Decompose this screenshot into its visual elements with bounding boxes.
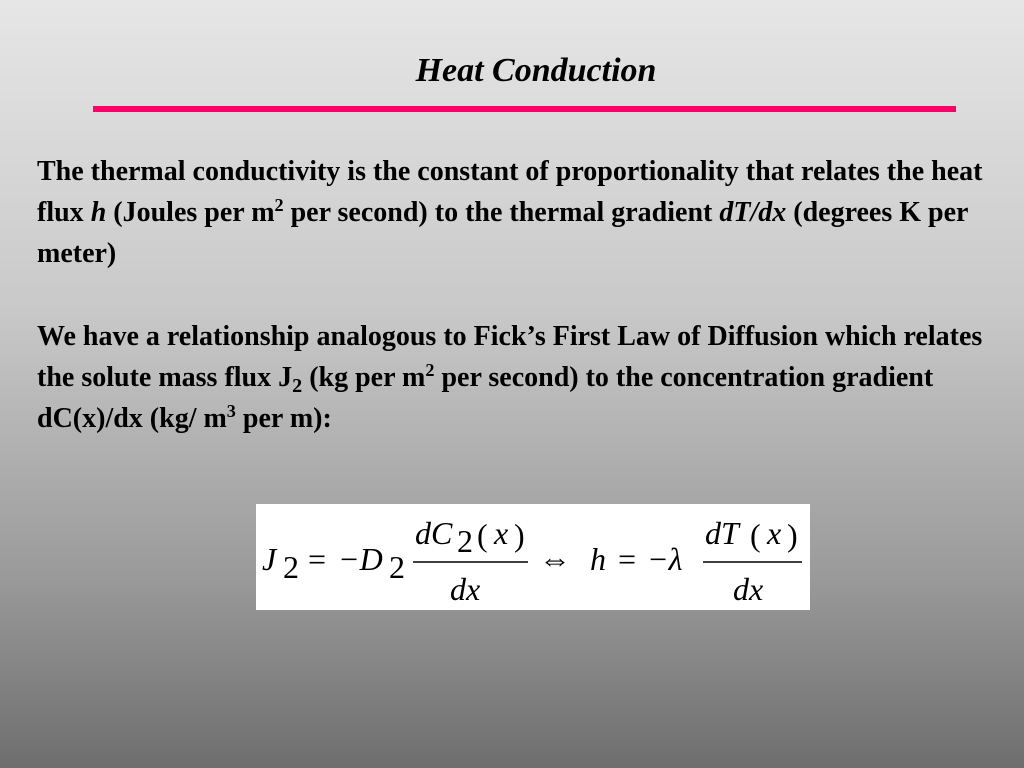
p2-sup-2: 2	[425, 360, 435, 380]
p2-text-1: We have a relationship analogous to Fick’s First Law of Diffusion which relates the solute mass flux J	[37, 321, 983, 393]
title-divider	[93, 106, 956, 112]
p1-text-3: per second) to the thermal gradient	[283, 197, 720, 228]
eq-num2-arg: x	[767, 515, 782, 551]
eq-num2-dT: dT	[705, 515, 739, 551]
p1-text-4: (degrees K per meter)	[37, 197, 968, 269]
p2-text-3: per second) to the concentration gradient dC(x)/dx (kg/ m	[37, 362, 934, 434]
eq-iff-arrow: ⇔	[539, 541, 571, 577]
p2-sub-2: 2	[292, 375, 303, 398]
eq-num1-sub: 2	[457, 523, 473, 559]
eq-num1-open-paren: (	[477, 517, 488, 553]
eq-num1-close-paren: )	[514, 517, 525, 553]
eq-den2: dx	[733, 571, 764, 607]
p1-h-symbol: h	[90, 197, 107, 228]
equation-svg	[256, 504, 810, 610]
eq-J: J	[262, 541, 277, 577]
eq-num1-dC: dC	[415, 515, 453, 551]
p2-text-4: per m):	[235, 403, 332, 434]
eq-minus-lambda: −λ	[647, 541, 683, 577]
eq-den1: dx	[450, 571, 481, 607]
p1-text-1: The thermal conductivity is the constant of proportionality that relates the heat flux	[37, 156, 983, 228]
paragraph-thermal-conductivity	[37, 151, 997, 274]
equation-box	[256, 504, 810, 610]
eq-D-sub: 2	[389, 549, 405, 585]
p2-sup-3: 3	[226, 401, 236, 421]
eq-num2-open-paren: (	[750, 517, 761, 553]
eq-minus-D: −D	[338, 541, 383, 577]
p1-sup-2: 2	[274, 195, 284, 215]
p2-text-2: (kg per m	[302, 362, 426, 393]
p1-text-2: (Joules per m	[106, 197, 275, 228]
eq-equals-2: =	[618, 541, 637, 577]
eq-num1-arg: x	[494, 515, 509, 551]
eq-h: h	[590, 541, 606, 577]
paragraph-ficks-law	[37, 316, 997, 439]
eq-equals-1: =	[308, 541, 327, 577]
slide-title: Heat Conduction	[415, 52, 657, 89]
p1-dtdx-symbol: dT/dx	[719, 197, 787, 228]
eq-num2-close-paren: )	[787, 517, 798, 553]
eq-J-sub: 2	[283, 549, 299, 585]
